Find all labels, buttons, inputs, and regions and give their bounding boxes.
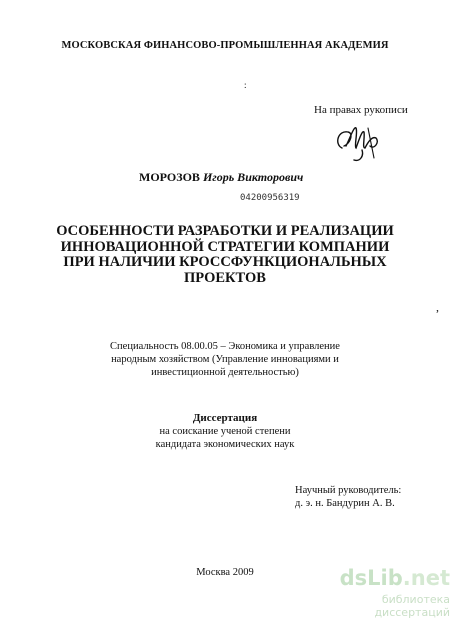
title-line: ПРИ НАЛИЧИИ КРОССФУНКЦИОНАЛЬНЫХ — [63, 254, 387, 270]
handwritten-signature — [332, 118, 386, 164]
stray-comma: , — [436, 300, 439, 314]
title-line: ИННОВАЦИОННОЙ СТРАТЕГИИ КОМПАНИИ — [60, 238, 390, 255]
degree-line: кандидата экономических наук — [155, 439, 295, 450]
specialty-line: Специальность 08.00.05 – Экономика и управление — [110, 341, 340, 352]
author-name — [139, 170, 303, 185]
rights-note: На правах рукописи — [314, 104, 408, 116]
thesis-title — [0, 224, 450, 286]
specialty-line: народным хозяйством (Управление инновациями и — [111, 354, 339, 365]
dissertation-label: Диссертация — [192, 412, 258, 424]
institution-header: МОСКОВСКАЯ ФИНАНСОВО-ПРОМЫШЛЕННАЯ АКАДЕМИЯ — [61, 40, 389, 51]
place-year: Москва 2009 — [196, 567, 254, 578]
stray-mark: : — [244, 80, 247, 90]
specialty-block — [0, 340, 450, 379]
watermark-tld: .net — [402, 566, 450, 590]
specialty-line: инвестиционной деятельностью) — [151, 367, 299, 378]
author-given-name: Игорь Викторович — [202, 170, 304, 184]
watermark-tagline: библиотека диссертаций — [374, 593, 450, 619]
advisor-block — [295, 484, 401, 510]
dslib-watermark — [324, 567, 450, 619]
watermark-brand: dsLib — [339, 566, 403, 590]
title-line: ПРОЕКТОВ — [184, 269, 266, 286]
title-line: ОСОБЕННОСТИ РАЗРАБОТКИ И РЕАЛИЗАЦИИ — [56, 223, 394, 239]
watermark-logo — [324, 567, 450, 589]
advisor-name: д. э. н. Бандурин А. В. — [295, 498, 395, 509]
dissertation-description — [0, 425, 450, 451]
document-code: 04200956319 — [240, 193, 300, 203]
advisor-role: Научный руководитель: — [295, 485, 402, 496]
degree-line: на соискание ученой степени — [159, 426, 291, 437]
author-surname: МОРОЗОВ — [139, 170, 200, 184]
